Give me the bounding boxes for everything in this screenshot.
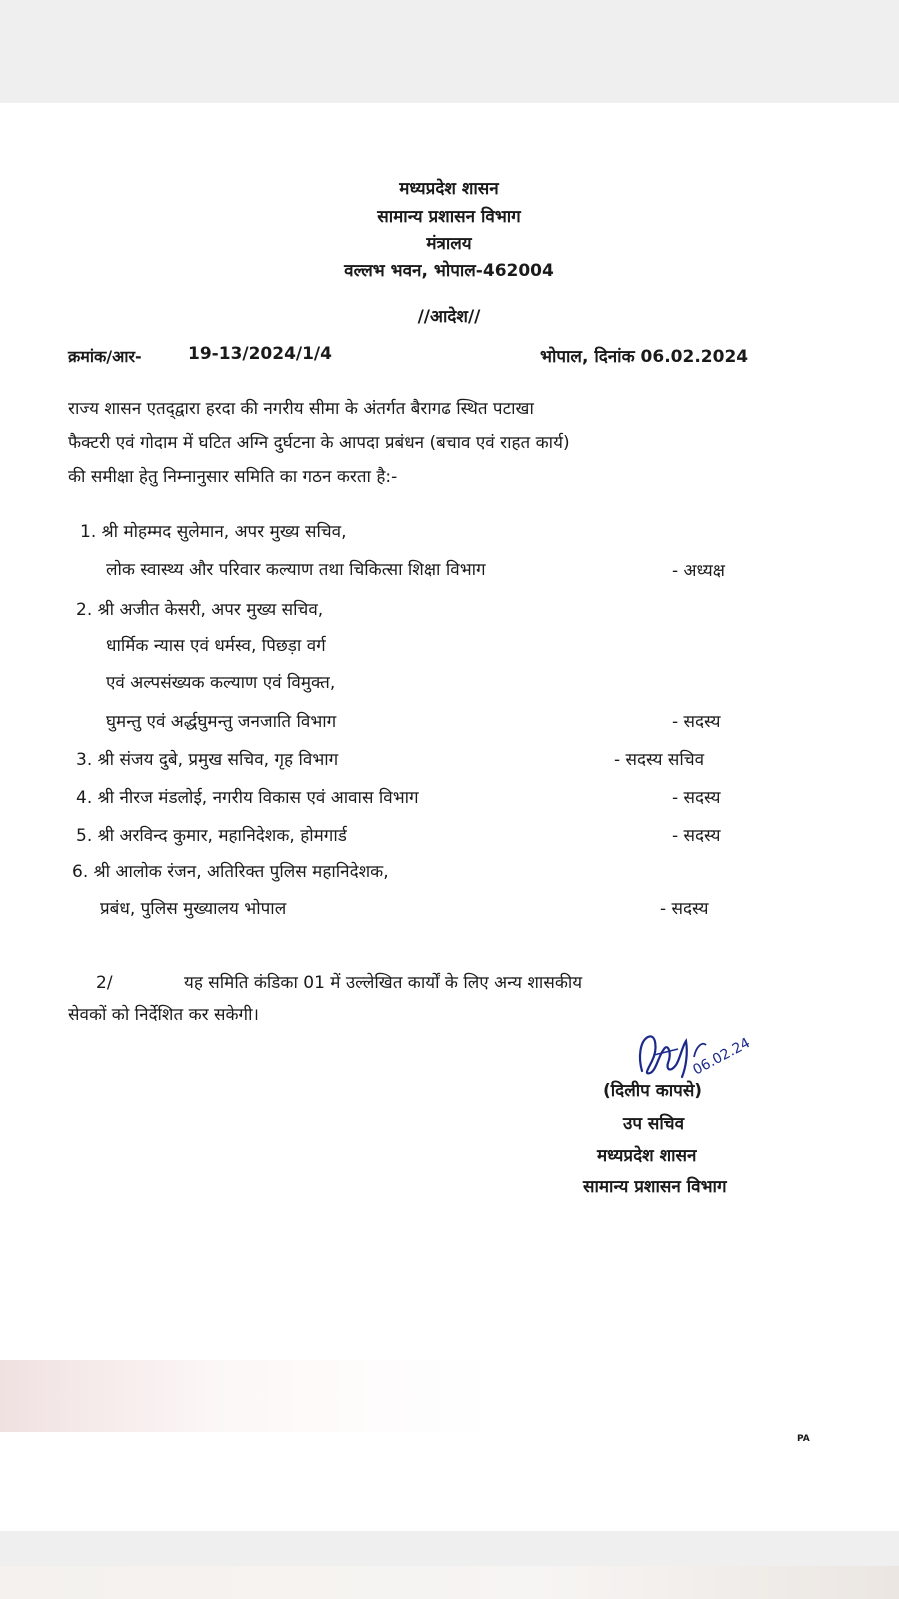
member-1-name: 1. श्री मोहम्मद सुलेमान, अपर मुख्य सचिव, bbox=[80, 522, 347, 542]
header-ministry: मंत्रालय bbox=[426, 234, 472, 254]
signatory-name: (दिलीप कापसे) bbox=[603, 1081, 703, 1101]
footer-mark: PA bbox=[797, 1434, 810, 1444]
header-department: सामान्य प्रशासन विभाग bbox=[377, 207, 521, 227]
svg-text:06.02.24: 06.02.24 bbox=[690, 1035, 753, 1079]
signatory-org: मध्यप्रदेश शासन bbox=[597, 1146, 697, 1166]
order-date: भोपाल, दिनांक 06.02.2024 bbox=[540, 347, 749, 367]
member-2-department-3: घुमन्तु एवं अर्द्धघुमन्तु जनजाति विभाग bbox=[106, 712, 337, 732]
member-6-name: 6. श्री आलोक रंजन, अतिरिक्त पुलिस महानिदेशक, bbox=[72, 862, 389, 882]
reference-number: 19-13/2024/1/4 bbox=[188, 344, 332, 364]
member-5-role: - सदस्य bbox=[672, 826, 721, 846]
intro-line-2: फैक्टरी एवं गोदाम में घटित अग्नि दुर्घटना के आपदा प्रबंधन (बचाव एवं राहत कार्य) bbox=[68, 433, 570, 453]
header-government: मध्यप्रदेश शासन bbox=[399, 179, 499, 199]
member-1-department: लोक स्वास्थ्य और परिवार कल्याण तथा चिकित्सा शिक्षा विभाग bbox=[106, 560, 486, 580]
handwritten-signature bbox=[636, 1027, 766, 1085]
reference-label: क्रमांक/आर- bbox=[68, 347, 142, 366]
next-page-strip bbox=[0, 1566, 899, 1599]
member-4-role: - सदस्य bbox=[672, 788, 721, 808]
order-title: //आदेश// bbox=[417, 307, 481, 327]
page-fold-shadow bbox=[0, 1360, 899, 1432]
member-3-name: 3. श्री संजय दुबे, प्रमुख सचिव, गृह विभाग bbox=[76, 750, 339, 770]
member-6-role: - सदस्य bbox=[660, 899, 709, 919]
member-1-role: - अध्यक्ष bbox=[672, 561, 725, 581]
member-2-name: 2. श्री अजीत केसरी, अपर मुख्य सचिव, bbox=[76, 600, 324, 620]
member-2-department-1: धार्मिक न्यास एवं धर्मस्व, पिछड़ा वर्ग bbox=[106, 636, 326, 656]
member-5-name: 5. श्री अरविन्द कुमार, महानिदेशक, होमगार्ड bbox=[76, 826, 347, 846]
member-3-role: - सदस्य सचिव bbox=[614, 750, 705, 770]
member-2-role: - सदस्य bbox=[672, 712, 721, 732]
member-4-name: 4. श्री नीरज मंडलोई, नगरीय विकास एवं आवास विभाग bbox=[76, 788, 419, 808]
intro-line-3: की समीक्षा हेतु निम्नानुसार समिति का गठन करता है:- bbox=[68, 467, 398, 487]
member-2-department-2: एवं अल्पसंख्यक कल्याण एवं विमुक्त, bbox=[106, 673, 336, 693]
para2-line-1: यह समिति कंडिका 01 में उल्लेखित कार्यों के लिए अन्य शासकीय bbox=[184, 973, 583, 993]
signatory-department: सामान्य प्रशासन विभाग bbox=[583, 1177, 727, 1197]
signatory-title: उप सचिव bbox=[623, 1114, 685, 1134]
member-6-department: प्रबंध, पुलिस मुख्यालय भोपाल bbox=[100, 899, 287, 919]
para2-line-2: सेवकों को निर्देशित कर सकेगी। bbox=[68, 1005, 259, 1025]
para2-number: 2/ bbox=[96, 973, 113, 993]
header-address: वल्लभ भवन, भोपाल-462004 bbox=[344, 261, 554, 281]
intro-line-1: राज्य शासन एतद्‌द्वारा हरदा की नगरीय सीमा के अंतर्गत बैरागढ स्थित पटाखा bbox=[68, 399, 534, 419]
